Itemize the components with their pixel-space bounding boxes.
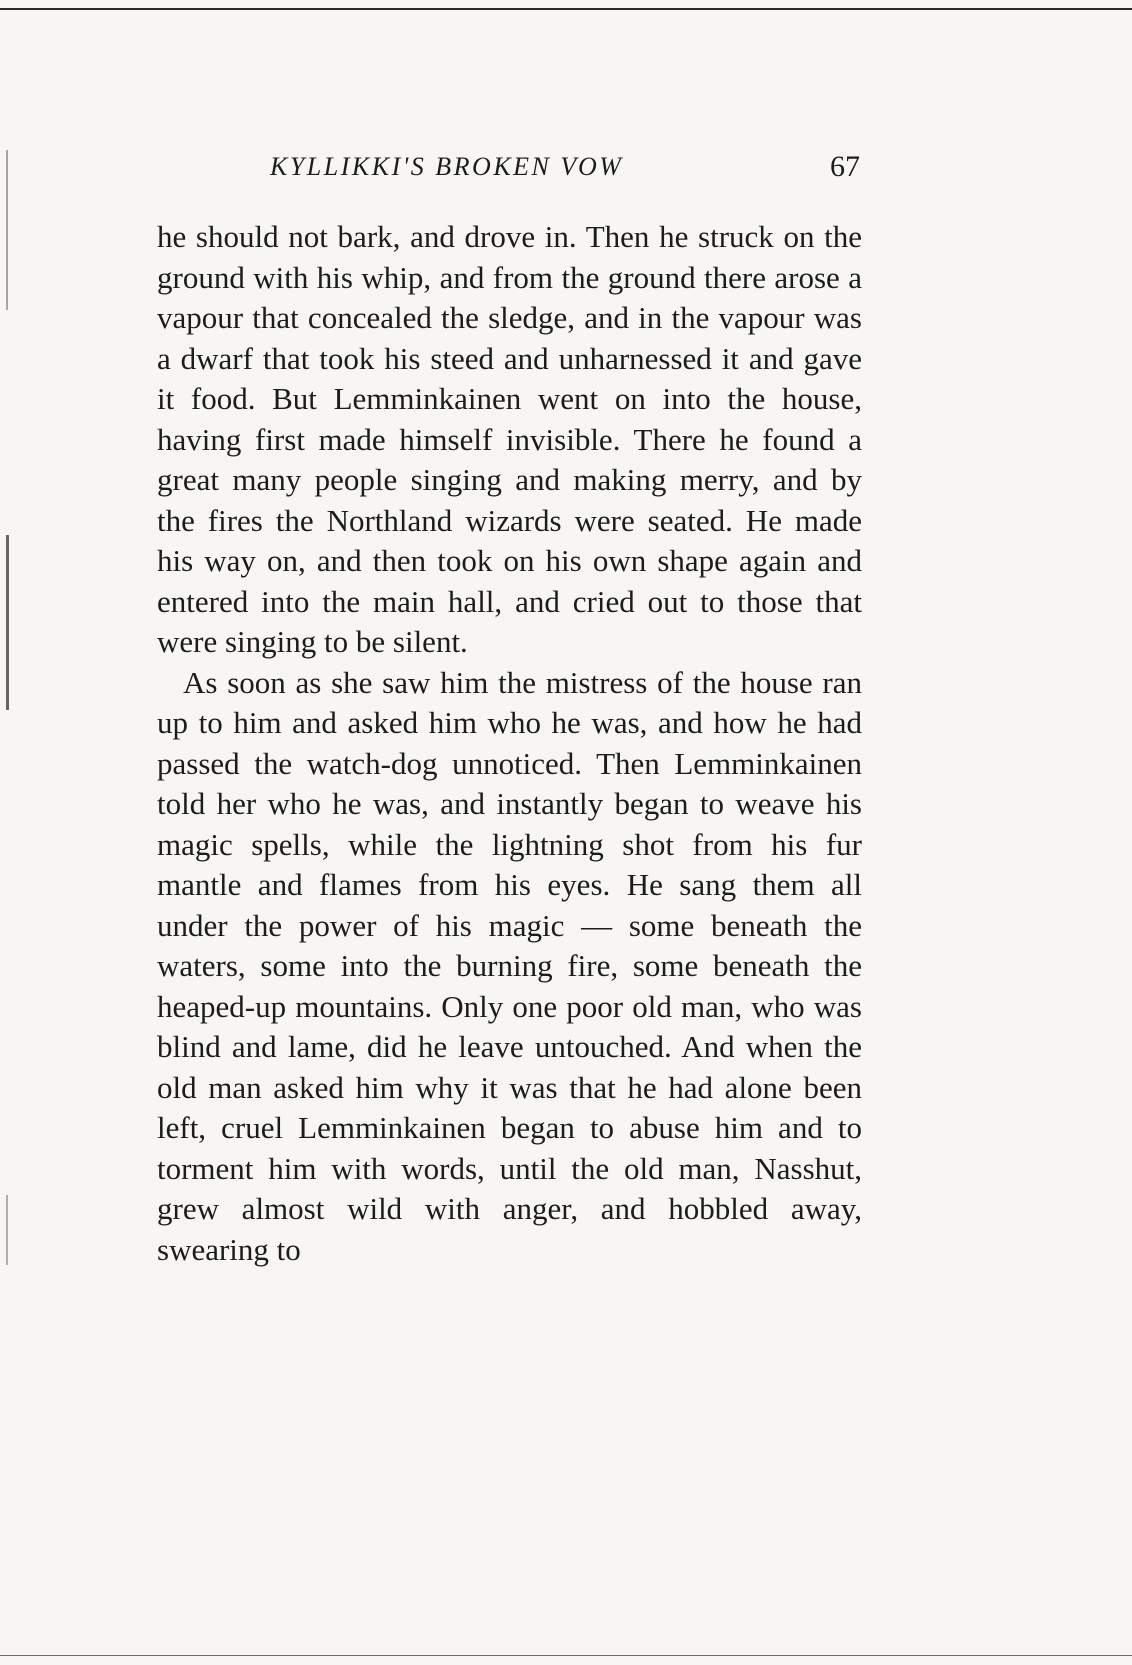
gutter-mark — [6, 150, 8, 310]
body-text — [157, 217, 862, 1270]
running-head: KYLLIKKI'S BROKEN VOW — [270, 152, 624, 181]
top-rule — [0, 8, 1132, 10]
paragraph: he should not bark, and drove in. Then he struck on the ground with his whip, and from the ground there arose a vapour that concealed the sledge, and in the vapour was a dwarf that took his steed and unharnessed it and gave it food. But Lemminkainen went on into the house, having first made himself invisible. There he found a great many people singing and making merry, and by the fires the Northland wizards were seated. He made his way on, and then took on his own shape again and entered into the main hall, and cried out to those that were singing to be silent. — [157, 219, 862, 659]
page-header — [150, 152, 860, 192]
paragraph: As soon as she saw him the mistress of the house ran up to him and asked him who he was, and how he had passed the watch-dog unnoticed. Then Lemminkainen told her who he was, and instantly began to weave his magic spells, while the lightning shot from his fur mantle and flames from his eyes. He sang them all under the power of his magic — some beneath the waters, some into the burning fire, some beneath the heaped-up mountains. Only one poor old man, who was blind and lame, did he leave untouched. And when the old man asked him why it was that he had alone been left, cruel Lemminkainen began to abuse him and to torment him with words, until the old man, Nasshut, grew almost wild with anger, and hobbled away, swearing to — [157, 664, 862, 1267]
gutter-mark — [6, 535, 9, 710]
bottom-rule — [0, 1655, 1132, 1656]
page-number: 67 — [830, 150, 860, 183]
gutter-mark — [6, 1195, 8, 1265]
